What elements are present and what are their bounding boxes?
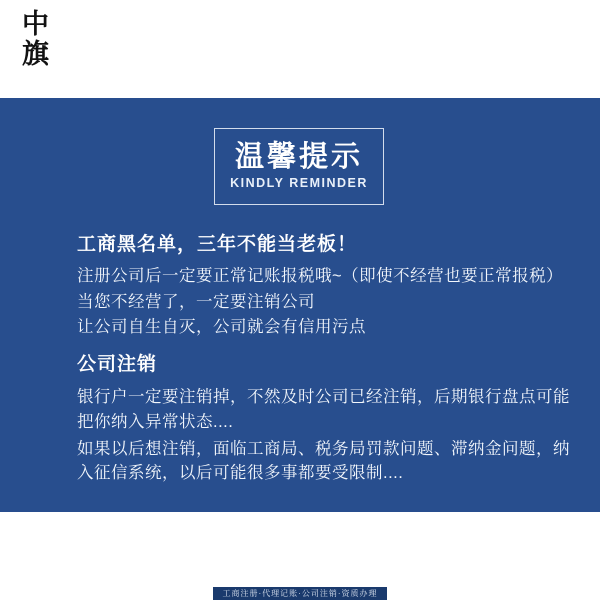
card-title: 温馨提示	[234, 141, 363, 174]
section2-line1: 银行户一定要注销掉，不然及时公司已经注销，后期银行盘点可能	[77, 388, 570, 406]
reminder-card	[214, 128, 384, 205]
footer-bar	[213, 587, 387, 600]
blue-panel	[0, 98, 600, 512]
section1-heading: 工商黑名单，三年不能当老板！	[77, 234, 358, 255]
section1-line3: 让公司自生自灭，公司就会有信用污点	[77, 318, 366, 336]
section2-line3: 如果以后想注销，面临工商局、税务局罚款问题、滞纳金问题，纳	[77, 440, 570, 458]
section1-line1: 注册公司后一定要正常记账报税哦~（即使不经营也要正常报税）	[77, 267, 564, 285]
footer-bar-text: 工商注册·代理记账·公司注销·资质办理	[222, 589, 378, 598]
section2-heading: 公司注销	[77, 354, 158, 375]
section2-line4: 入征信系统，以后可能很多事都要受限制....	[77, 464, 404, 482]
brand-logo-text: 中旗	[17, 9, 48, 69]
section2-line2: 把你纳入异常状态....	[77, 413, 234, 431]
section1-line2: 当您不经营了，一定要注销公司	[77, 293, 315, 311]
card-subtitle-en: KINDLY REMINDER	[230, 176, 368, 191]
